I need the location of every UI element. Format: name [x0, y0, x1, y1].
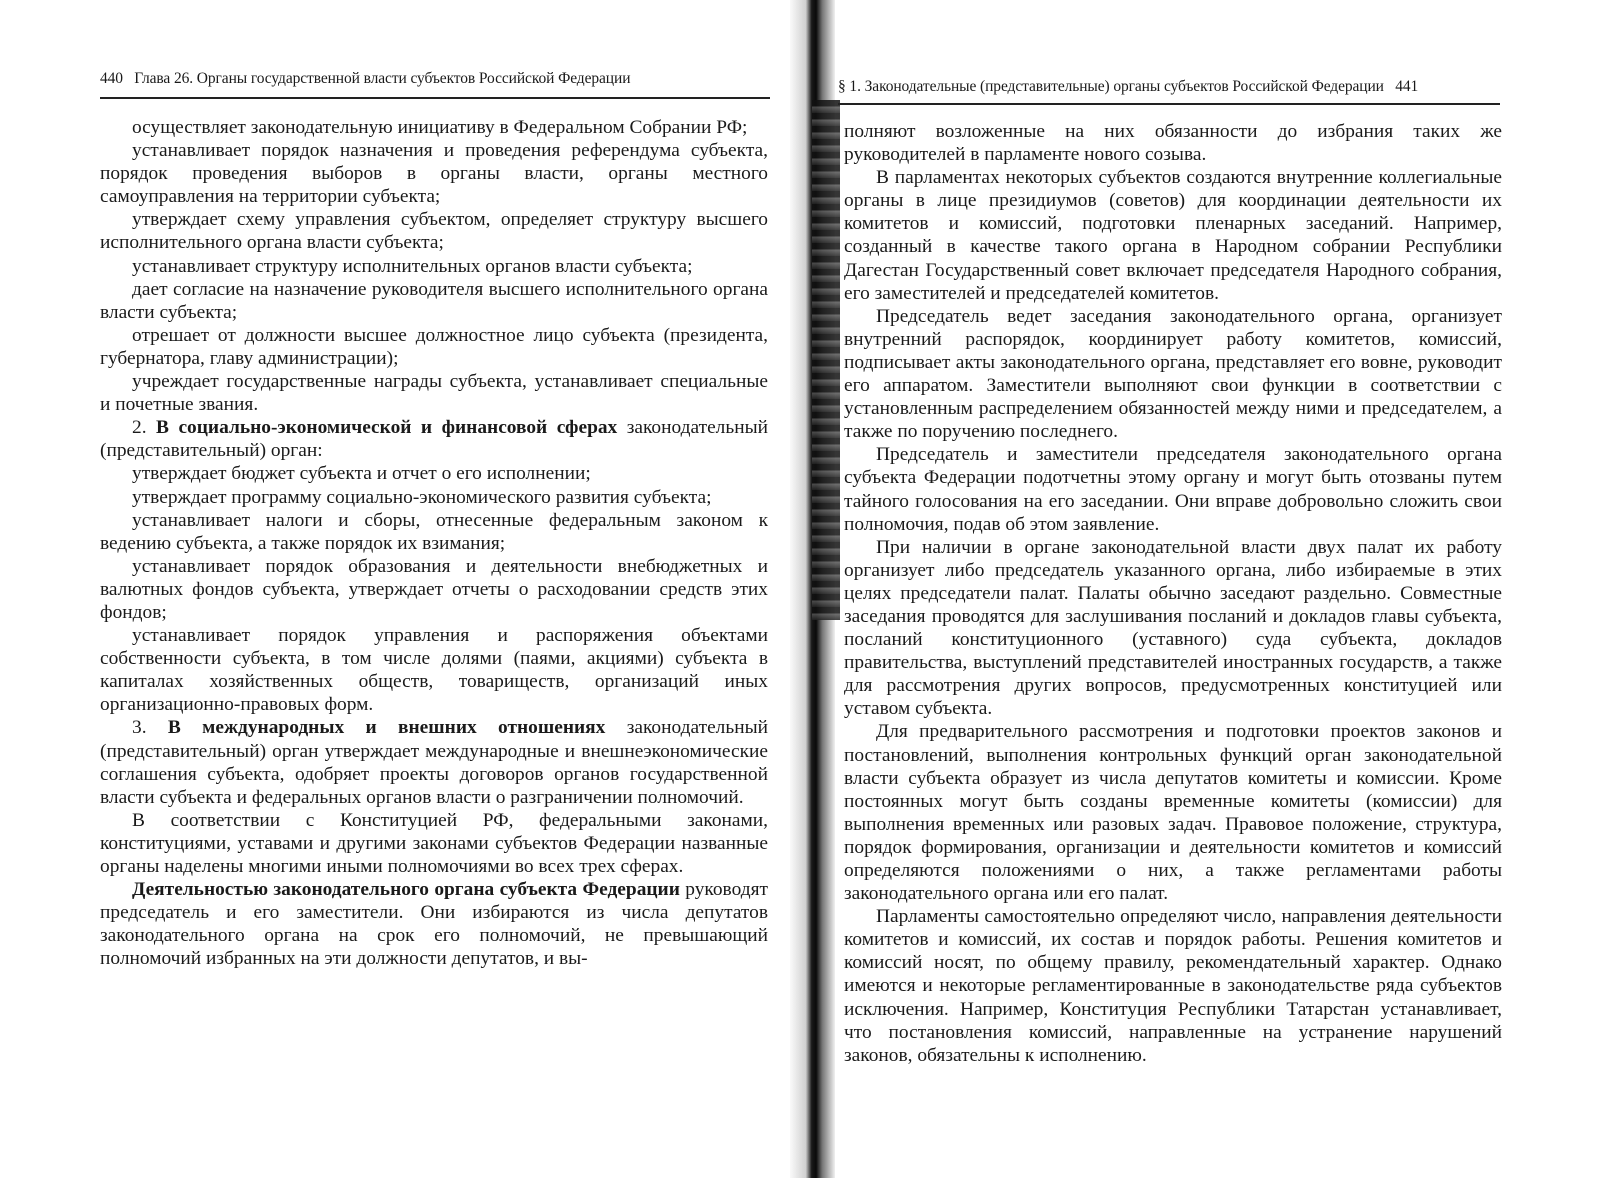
paragraph-number: 3.	[132, 717, 168, 739]
left-body-text	[100, 116, 768, 970]
right-section-title: § 1. Законодательные (представительные) органы субъектов Российской Федерации	[838, 78, 1384, 95]
bold-lead-phrase: В социально-экономической и финансовой сферах	[156, 417, 618, 439]
paragraph-text: дает согласие на назначение руководителя высшего исполнительного органа власти субъекта;	[100, 278, 768, 323]
paragraph-text: законодательный (представительный) орган утверждает международные и внешнеэкономические соглашения субъекта, одобряет проекты договоров органов государственной власти субъекта и федеральных органов власти о разграничении полномочий.	[100, 717, 768, 808]
left-page-number: 440	[100, 70, 123, 87]
right-page-number: 441	[1395, 78, 1419, 95]
paragraph-text: устанавливает порядок назначения и проведения референдума субъекта, порядок проведения выборов в органы власти, органы местного самоуправления на территории субъекта;	[100, 140, 768, 208]
paragraph	[100, 139, 768, 208]
paragraph-text: осуществляет законодательную инициативу в Федеральном Собрании РФ;	[132, 117, 748, 138]
paragraph-text: утверждает бюджет субъекта и отчет о его исполнении;	[132, 463, 591, 485]
right-running-head	[838, 78, 1418, 96]
paragraph-text: устанавливает структуру исполнительных органов власти субъекта;	[132, 255, 693, 277]
paragraph	[100, 509, 768, 555]
paragraph-text: Председатель и заместители председателя законодательного органа субъекта Федерации подотчетны этому органу и могут быть отозваны путем тайного голосования на его заседании. Они вправе добровольно сложить свои полномочия, подав об этом заявление.	[844, 444, 1502, 535]
paragraph-text: утверждает схему управления субъектом, определяет структуру высшего исполнительного органа власти субъекта;	[100, 209, 768, 254]
paragraph-text: Парламенты самостоятельно определяют число, направления деятельности комитетов и комиссий, их состав и порядок работы. Решения комитетов и комиссий носят, по общему правилу, рекомендательный характер. Однако имеются и некоторые регламентированные в законодательстве ряда субъектов исключения. Например, Конституция Республики Татарстан устанавливает, что постановления комиссий, направленные на устранение нарушений законов, обязательны к исполнению.	[844, 906, 1502, 1066]
paragraph	[100, 716, 768, 808]
paragraph	[844, 536, 1502, 721]
paragraph	[100, 878, 768, 970]
bold-lead-phrase: Деятельностью законодательного органа субъекта Федерации	[132, 879, 680, 901]
paragraph	[100, 278, 768, 324]
paragraph	[844, 120, 1502, 166]
right-header-rule	[838, 103, 1500, 105]
paragraph	[100, 116, 768, 139]
paragraph	[100, 486, 768, 509]
left-running-head	[100, 70, 630, 88]
paragraph-text: устанавливает порядок образования и деятельности внебюджетных и валютных фондов субъекта, утверждает отчеты о расходовании средств этих фондов;	[100, 555, 768, 623]
paragraph	[100, 208, 768, 254]
paragraph	[100, 624, 768, 716]
paragraph-text: отрешает от должности высшее должностное лицо субъекта (президента, губернатора, главу администрации);	[100, 324, 768, 369]
paragraph	[844, 166, 1502, 305]
paragraph	[100, 416, 768, 462]
right-body-text	[844, 120, 1502, 1067]
right-page	[830, 0, 1600, 1178]
paragraph-text: учреждает государственные награды субъекта, устанавливает специальные и почетные звания.	[100, 371, 768, 416]
paragraph	[844, 443, 1502, 535]
paragraph-text: устанавливает порядок управления и распоряжения объектами собственности субъекта, в том числе долями (паями, акциями) субъекта в капиталах хозяйственных обществ, товариществ, организаций иных организационно-правовых форм.	[100, 625, 768, 716]
paragraph	[100, 809, 768, 878]
paragraph-text: устанавливает налоги и сборы, отнесенные федеральным законом к ведению субъекта, а также порядок их взимания;	[100, 509, 768, 554]
paragraph-text: руководят председатель и его заместители. Они избираются из числа депутатов законодательного органа на срок его полномочий, не превышающий полномочий избранных на эти должности депутатов, и вы-	[100, 879, 768, 970]
paragraph	[100, 324, 768, 370]
paragraph-text: утверждает программу социально-экономического развития субъекта;	[132, 486, 712, 508]
paragraph-text: полняют возложенные на них обязанности до избрания таких же руководителей в парламенте нового созыва.	[844, 121, 1502, 166]
paragraph-text: Для предварительного рассмотрения и подготовки проектов законов и постановлений, выполнения контрольных функций орган законодательной власти субъекта образует из числа депутатов комитеты и комиссии. Кроме постоянных могут быть созданы временные комитеты (комиссии) для выполнения временных или разовых задач. Правовое положение, структура, порядок формирования, организации и деятельности комитетов и комиссий определяются положениями о них, а также регламентами работы законодательного органа или его палат.	[844, 721, 1502, 905]
paragraph-text: Председатель ведет заседания законодательного органа, организует внутренний распорядок, координирует работу комитетов, комиссий, подписывает акты законодательного органа, представляет его вовне, руководит его аппаратом. Заместители выполняют свои функции в соответствии с установленным распределением обязанностей между ними и председателем, а также по поручению последнего.	[844, 305, 1502, 443]
paragraph-text: В соответствии с Конституцией РФ, федеральными законами, конституциями, уставами и другими законами субъектов Федерации названные органы наделены многими иными полномочиями во всех трех сферах.	[100, 809, 768, 877]
paragraph	[100, 255, 768, 278]
paragraph	[844, 905, 1502, 1067]
paragraph	[100, 555, 768, 624]
paragraph-number: 2.	[132, 417, 157, 439]
paragraph	[844, 720, 1502, 905]
paragraph-text: В парламентах некоторых субъектов создаются внутренние коллегиальные органы в лице президиумов (советов) для координации деятельности их комитетов и комиссий, подготовки пленарных заседаний. Например, созданный в качестве такого органа в Народном собрании Республики Дагестан Государственный совет включает председателя Народного собрания, его заместителей и председателей комитетов.	[844, 167, 1502, 304]
bold-lead-phrase: В международных и внешних отношениях	[167, 717, 606, 739]
left-header-rule	[100, 97, 770, 99]
paragraph	[100, 462, 768, 485]
left-chapter-title: Глава 26. Органы государственной власти субъектов Российской Федерации	[134, 70, 631, 87]
paragraph	[844, 305, 1502, 444]
paragraph-text: При наличии в органе законодательной власти двух палат их работу организует либо председатель указанного органа, либо избираемые в этих целях председатели палат. Палаты обычно заседают раздельно. Совместные заседания проводятся для заслушивания посланий и докладов главы субъекта, посланий конституционного (уставного) суда субъекта, докладов правительства, выступлений представителей иностранных государств, а также для рассмотрения других вопросов, предусмотренных конституцией или уставом субъекта.	[844, 536, 1502, 720]
paragraph	[100, 370, 768, 416]
left-page	[0, 0, 790, 1178]
paragraph-text: законодательный (представительный) орган:	[100, 417, 768, 462]
